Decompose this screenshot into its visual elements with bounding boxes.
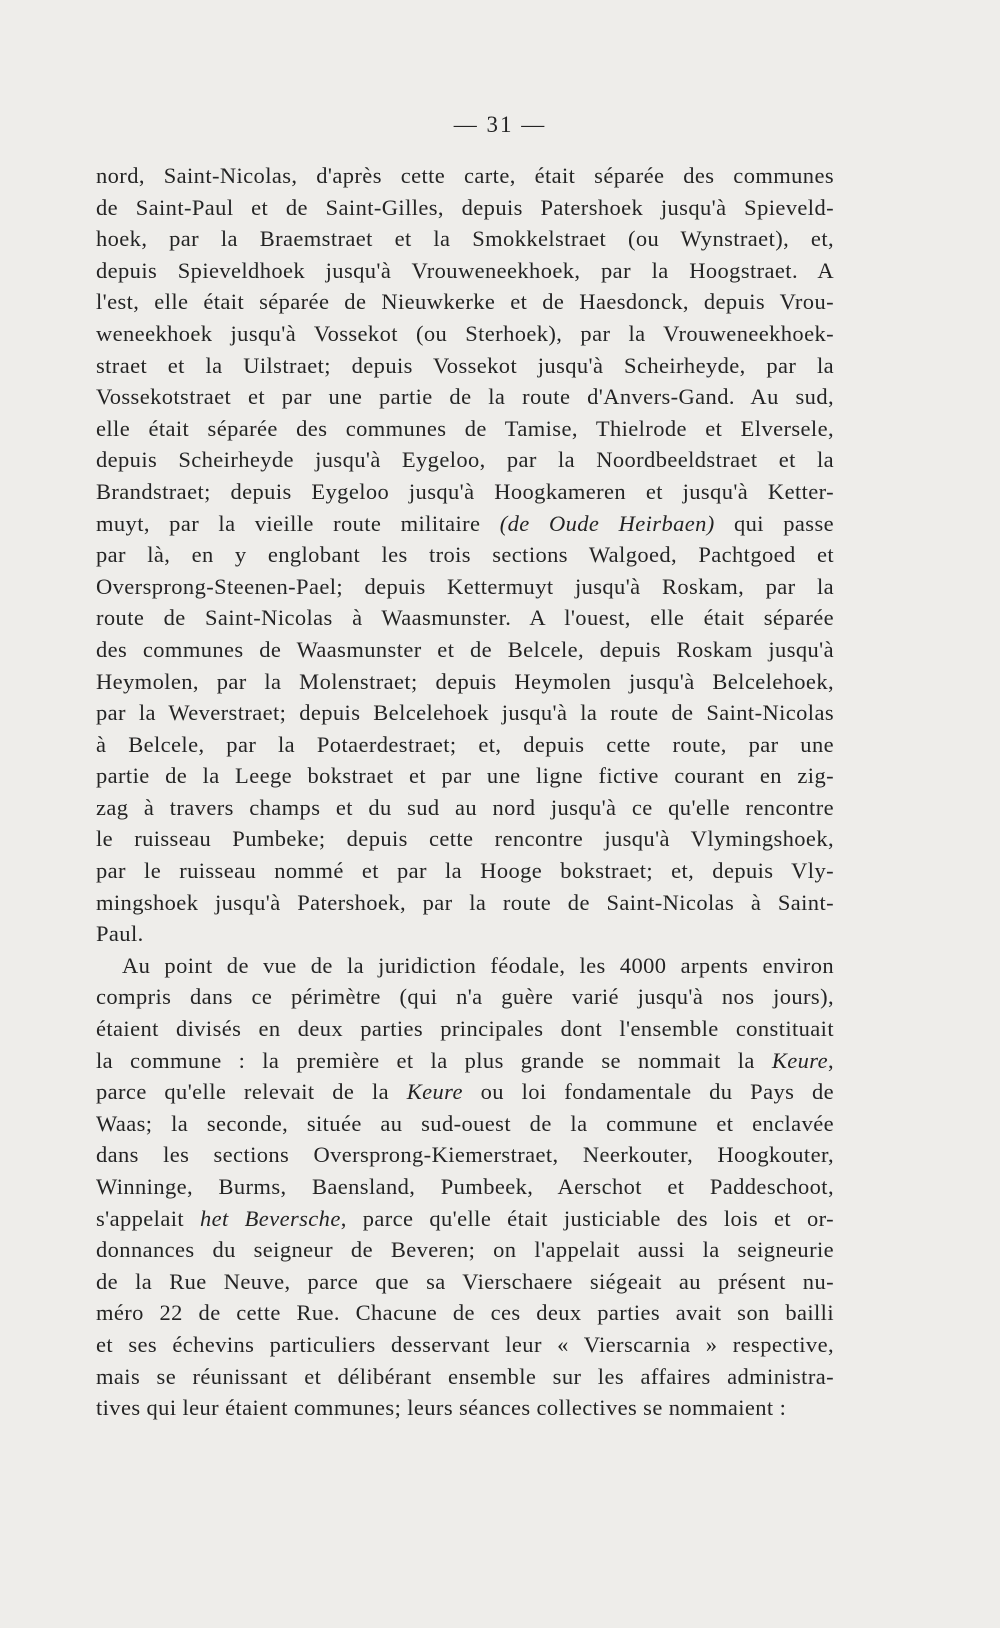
text-line: zag à travers champs et du sud au nord jusqu'à ce qu'elle rencontre — [96, 794, 834, 820]
text-line: s'appelait het Beversche, parce qu'elle était justiciable des lois et or- — [96, 1205, 834, 1231]
text-line: de Saint-Paul et de Saint-Gilles, depuis Patershoek jusqu'à Spieveld- — [96, 194, 834, 220]
text-line: elle était séparée des communes de Tamise, Thielrode et Elversele, — [96, 415, 834, 441]
text-line: Vossekotstraet et par une partie de la route d'Anvers-Gand. Au sud, — [96, 384, 834, 410]
text-line: Winninge, Burms, Baensland, Pumbeek, Aerschot et Paddeschoot, — [96, 1174, 834, 1199]
text-line: mais se réunissant et délibérant ensemble sur les affaires administra- — [96, 1363, 834, 1389]
text-line: parce qu'elle relevait de la Keure ou loi fondamentale du Pays de — [96, 1079, 834, 1105]
text-line: par le ruisseau nommé et par la Hooge bokstraet; et, depuis Vly- — [96, 858, 834, 884]
text-line: Paul. — [96, 921, 144, 947]
text-line: hoek, par la Braemstraet et la Smokkelstraet (ou Wynstraet), et, — [96, 226, 834, 252]
text-line: dans les sections Oversprong-Kiemerstraet, Neerkouter, Hoogkouter, — [96, 1142, 834, 1168]
paragraph — [96, 950, 834, 1424]
text-line: Au point de vue de la juridiction féodale, les 4000 arpents environ — [122, 952, 834, 978]
page-number: — 31 — — [453, 112, 547, 137]
text-line: l'est, elle était séparée de Nieuwkerke et de Haesdonck, depuis Vrou- — [96, 289, 834, 315]
text-line: tives qui leur étaient communes; leurs séances collectives se nommaient : — [96, 1395, 787, 1421]
paragraph — [96, 160, 834, 950]
text-line: straet et la Uilstraet; depuis Vossekot jusqu'à Scheirheyde, par la — [96, 352, 834, 378]
text-line: compris dans ce périmètre (qui n'a guère varié jusqu'à nos jours), — [96, 984, 834, 1010]
text-line: depuis Scheirheyde jusqu'à Eygeloo, par la Noordbeeldstraet et la — [96, 447, 834, 473]
text-line: muyt, par la vieille route militaire (de Oude Heirbaen) qui passe — [96, 510, 834, 536]
text-line: Oversprong-Steenen-Pael; depuis Kettermuyt jusqu'à Roskam, par la — [96, 573, 834, 599]
text-line: des communes de Waasmunster et de Belcele, depuis Roskam jusqu'à — [96, 636, 834, 662]
text-line: Heymolen, par la Molenstraet; depuis Heymolen jusqu'à Belcelehoek, — [96, 668, 834, 694]
text-line: partie de la Leege bokstraet et par une ligne fictive courant en zig- — [96, 763, 834, 789]
text-line: et ses échevins particuliers desservant leur « Vierscarnia » respective, — [96, 1331, 834, 1357]
text-line: par la Weverstraet; depuis Belcelehoek jusqu'à la route de Saint-Nicolas — [96, 700, 834, 726]
text-line: donnances du seigneur de Beveren; on l'appelait aussi la seigneurie — [96, 1237, 834, 1263]
text-line: méro 22 de cette Rue. Chacune de ces deux parties avait son bailli — [96, 1300, 834, 1326]
body-text — [96, 160, 834, 1424]
text-line: étaient divisés en deux parties principales dont l'ensemble constituait — [96, 1016, 834, 1042]
text-line: Brandstraet; depuis Eygeloo jusqu'à Hoogkameren et jusqu'à Ketter- — [96, 478, 834, 504]
text-line: à Belcele, par la Potaerdestraet; et, depuis cette route, par une — [96, 731, 834, 757]
text-line: le ruisseau Pumbeke; depuis cette rencontre jusqu'à Vlymingshoek, — [96, 826, 834, 852]
text-line: la commune : la première et la plus grande se nommait la Keure, — [96, 1047, 834, 1073]
text-line: mingshoek jusqu'à Patershoek, par la route de Saint-Nicolas à Saint- — [96, 889, 834, 915]
text-line: weneekhoek jusqu'à Vossekot (ou Sterhoek), par la Vrouweneekhoek- — [96, 320, 834, 346]
text-line: depuis Spieveldhoek jusqu'à Vrouweneekhoek, par la Hoogstraet. A — [96, 257, 834, 283]
text-line: de la Rue Neuve, parce que sa Vierschaere siégeait au présent nu- — [96, 1268, 834, 1294]
text-line: par là, en y englobant les trois sections Walgoed, Pachtgoed et — [96, 542, 834, 568]
text-line: nord, Saint-Nicolas, d'après cette carte, était séparée des communes — [96, 163, 834, 188]
text-line: Waas; la seconde, située au sud-ouest de la commune et enclavée — [96, 1110, 834, 1136]
text-line: route de Saint-Nicolas à Waasmunster. A l'ouest, elle était séparée — [96, 605, 834, 631]
